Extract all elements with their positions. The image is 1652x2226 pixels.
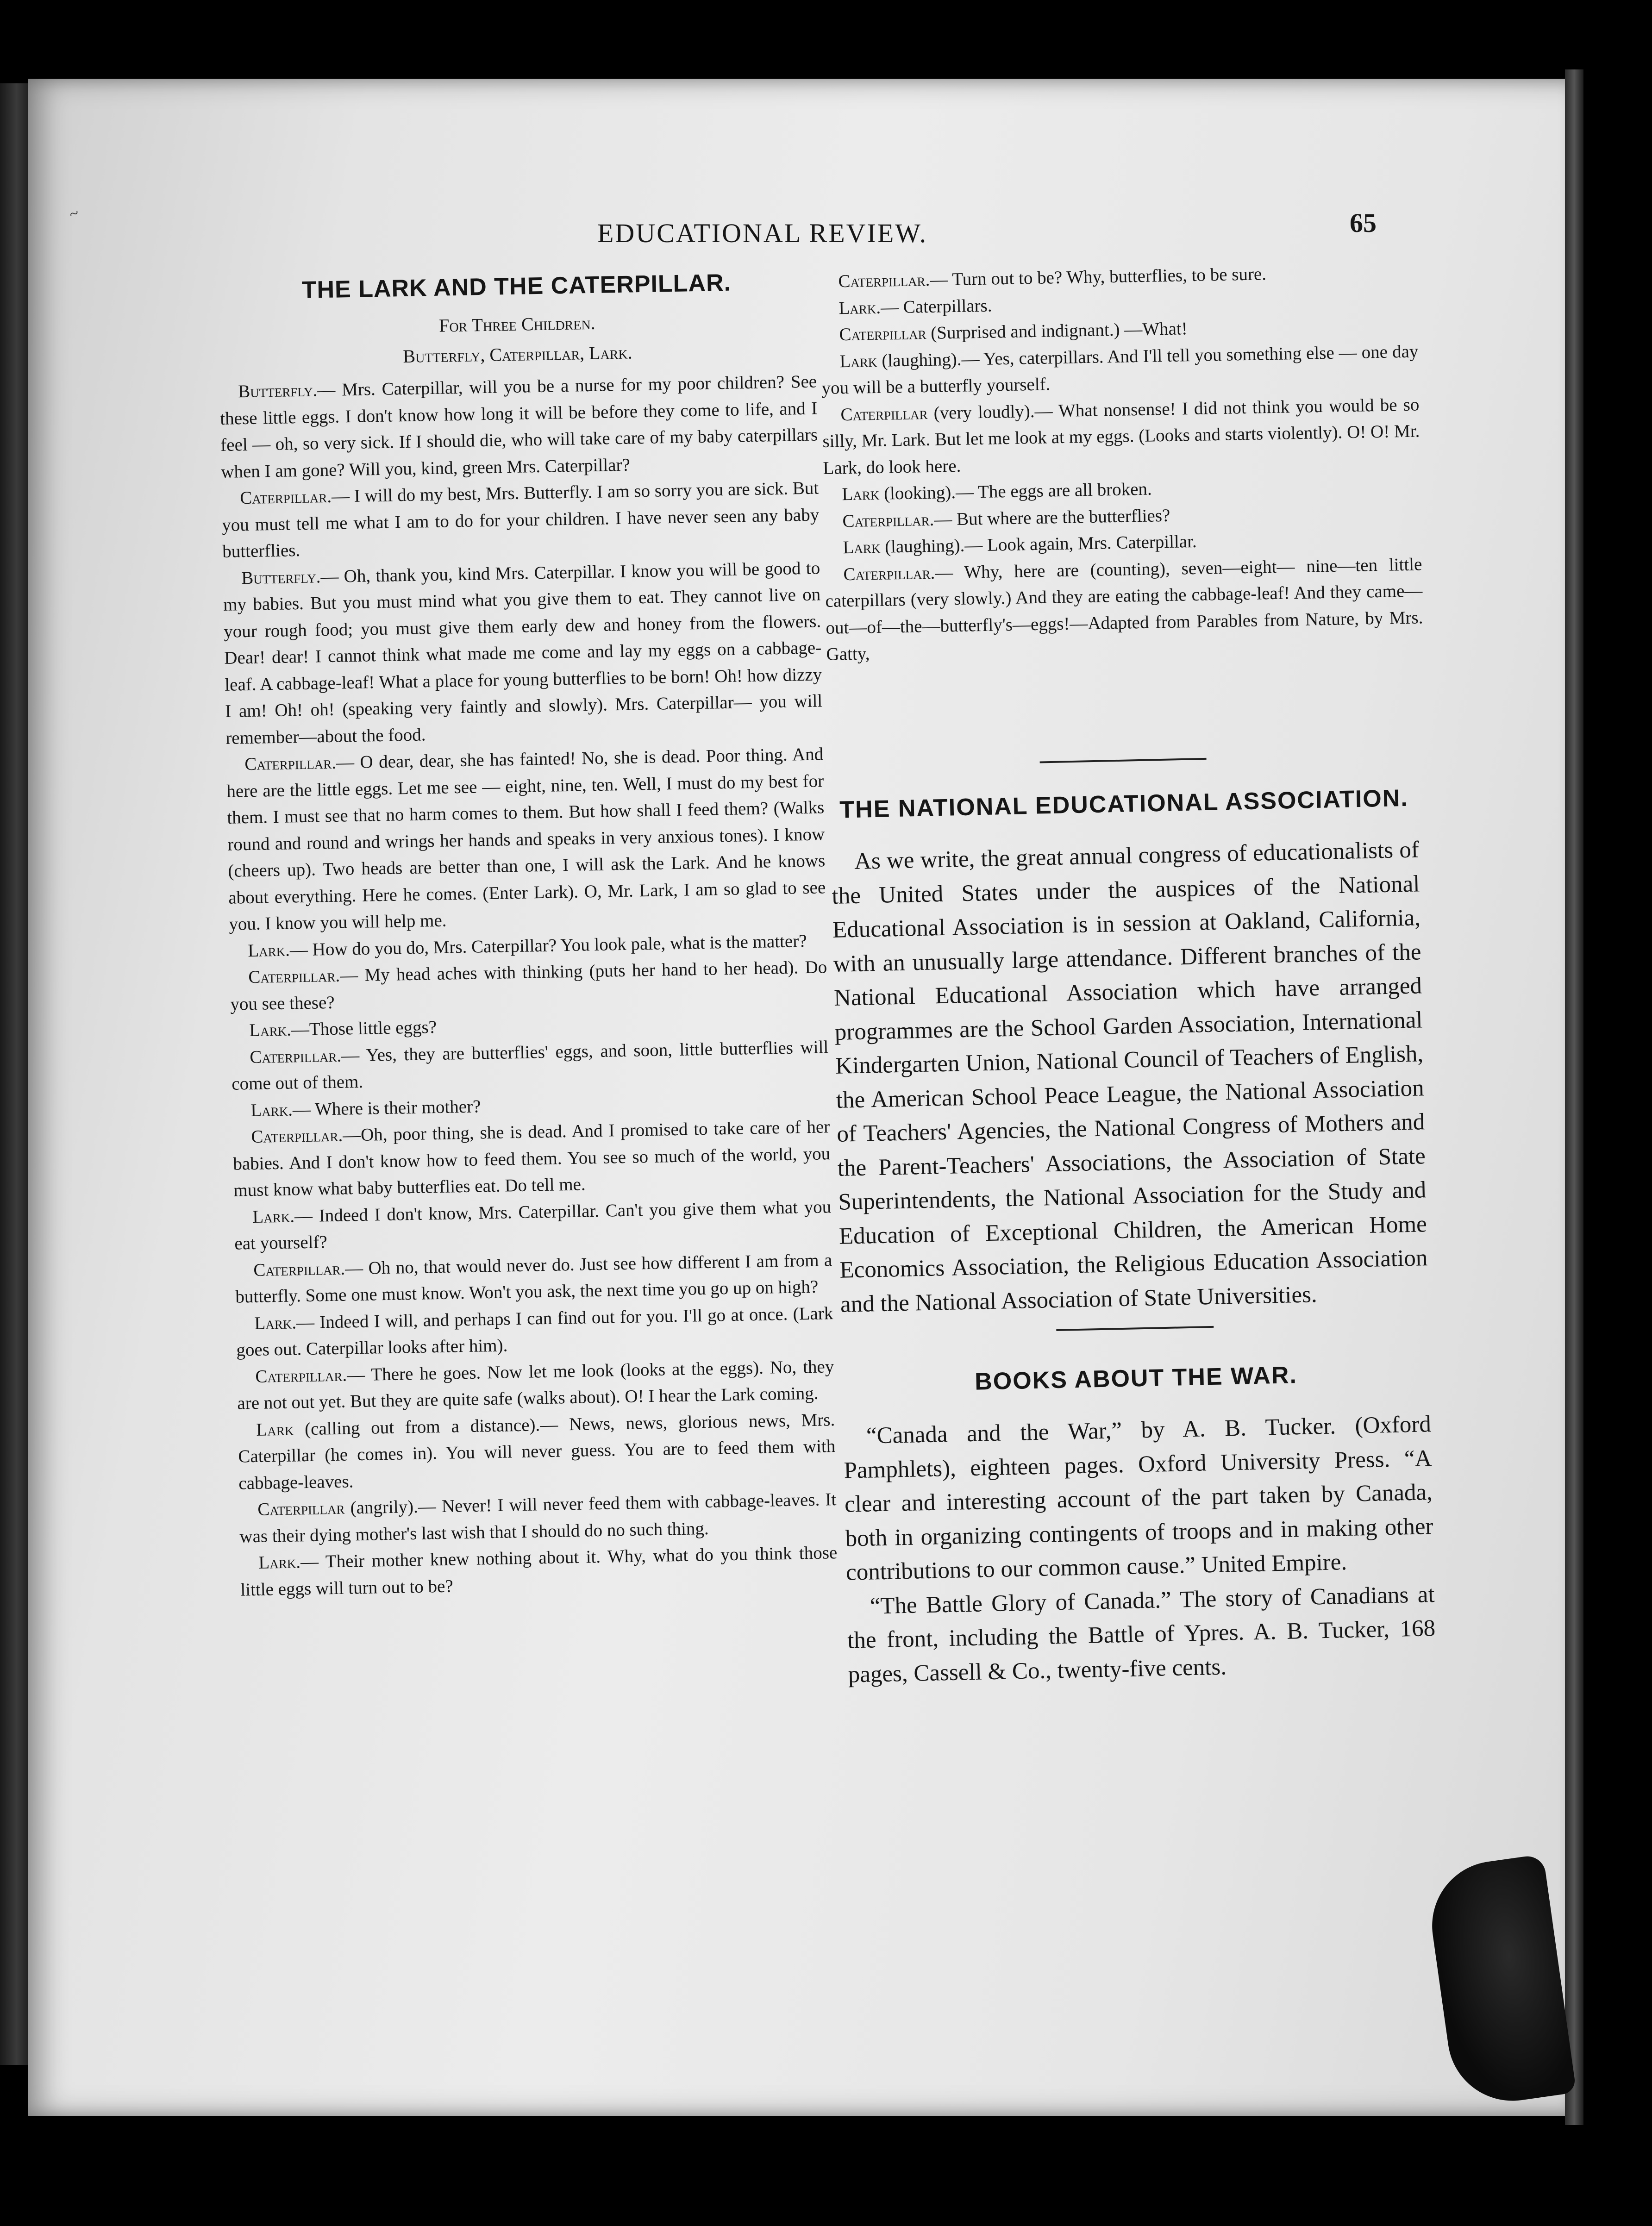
speech-text: Oh, poor thing, she is dead. And I promised to take care of her babies. And I don't know how to feed them. You see so much of the world, you must know what baby butterflies eat. Do tell me.	[233, 1117, 831, 1201]
article-title-lark: THE LARK AND THE CATERPILLAR.	[301, 269, 732, 304]
speaker-name: Caterpillar	[840, 403, 928, 425]
speech-text: Oh no, that would never do. Just see how different I am from a butterfly. Some one must know. Won't you ask, the next time you go up on high?	[235, 1250, 832, 1307]
speaker-name: Lark.—	[839, 297, 899, 318]
speaker-name: Lark	[842, 483, 880, 505]
speech-text: Yes, they are butterflies' eggs, and soon, little butterflies will come out of them.	[232, 1037, 829, 1094]
speaker-name: Caterpillar	[839, 323, 926, 345]
dialogue-line	[236, 1300, 834, 1363]
speaker-name: Lark	[839, 350, 877, 371]
speech-text: (laughing).— Look again, Mrs. Caterpillar.	[880, 531, 1197, 557]
left-column	[218, 267, 838, 1603]
pencil-mark: ~	[66, 203, 81, 224]
dialogue-line	[821, 338, 1419, 401]
speech-text: O dear, dear, she has fainted! No, she is dead. Poor thing. And here are the little eggs. Let me see — eight, nine, ten. Well, I must do my best for them. I must see that no harm comes to them. But how shall I feed them? (Walks round and round and wrings her hands and speaks in very anxious tones). I know (cheers up). Two heads are better than one, I will ask the Lark. And he knows about everything. Here he comes. (Enter Lark). O, Mr. Lark, I am so glad to see you. I know you will help me.	[226, 744, 826, 934]
speech-text: But where are the butterflies?	[951, 505, 1170, 529]
dialogue-right	[820, 258, 1424, 668]
speech-text: My head aches with thinking (puts her hand to her head). Do you see these?	[230, 957, 827, 1014]
book-edge-right	[1565, 69, 1583, 2125]
speech-text: I will do my best, Mrs. Butterfly. I am so sorry you are sick. But you must tell me what I am to do for your children. I have never seen any baby butterflies.	[221, 478, 820, 562]
article-title-books: BOOKS ABOUT THE WAR.	[974, 1362, 1298, 1395]
dialogue-line	[221, 475, 820, 565]
speech-text: (Surprised and indignant.) —What!	[926, 319, 1188, 343]
dialogue-line	[232, 1113, 831, 1204]
speaker-name: Lark	[843, 537, 881, 558]
speaker-name: Lark.—	[252, 1206, 313, 1227]
article-subtitle: For Three Children.	[438, 312, 595, 336]
speaker-name: Lark.—	[250, 1099, 311, 1120]
speaker-name: Lark	[256, 1419, 294, 1440]
speech-text: Indeed I will, and perhaps I can find out for you. I'll go at once. (Lark goes out. Caterpillar looks after him).	[236, 1303, 833, 1360]
dialogue-line	[223, 555, 823, 751]
nea-body	[831, 833, 1428, 1321]
page-number: 65	[1350, 208, 1377, 238]
books-paragraph: “Canada and the War,” by A. B. Tucker. (Oxford Pamphlets), eighteen pages. Oxford University Press. “A clear and interesting account of the part taken by Canada, both in organizing contingents of troops and in making other contributions to our common cause.” United Empire.	[844, 1411, 1433, 1586]
speaker-name: Caterpillar.—	[250, 1045, 360, 1067]
running-head: EDUCATIONAL REVIEW.	[597, 218, 928, 248]
books-paragraph: “The Battle Glory of Canada.” The story of Canadians at the front, including the Battle of Ypres. A. B. Tucker, 168 pages, Cassell & Co., twenty-five cents.	[847, 1581, 1436, 1688]
speaker-name: Caterpillar.—	[244, 752, 355, 775]
speaker-name: Caterpillar.—	[838, 269, 948, 292]
dialogue-line	[825, 551, 1424, 668]
speaker-name: Caterpillar.—	[239, 486, 350, 508]
speech-text: Their mother knew nothing about it. Why, what do you think those little eggs will turn out to be?	[240, 1543, 838, 1600]
speaker-name: Caterpillar.—	[842, 509, 952, 531]
speech-text: There he goes. Now let me look (looks at the eggs). No, they are not out yet. But they are quite safe (walks about). O! I hear the Lark coming.	[237, 1356, 834, 1413]
dialogue-left	[219, 368, 838, 1603]
book-spine-left	[0, 83, 28, 2065]
speaker-name: Caterpillar.—	[843, 562, 953, 584]
speech-text: (very loudly).— What nonsense! I did not think you would be so silly, Mr. Lark. But let me look at my eggs. (Looks and starts violently). O! O! Mr. Lark, do look here.	[822, 394, 1420, 478]
speech-text: Turn out to be? Why, butterflies, to be sure.	[947, 264, 1267, 290]
speaker-name: Caterpillar.—	[251, 1125, 361, 1147]
dialogue-line	[226, 741, 826, 938]
character-list: Butterfly, Caterpillar, Lark.	[403, 342, 632, 367]
speaker-name: Caterpillar.—	[248, 965, 358, 988]
speaker-name: Caterpillar.—	[255, 1364, 365, 1387]
speaker-name: Caterpillar.—	[253, 1258, 363, 1280]
nea-paragraph: As we write, the great annual congress of educationalists of the United States under the auspices of the National Educational Association is in session at Oakland, California, with an unusually large attendance. Different branches of the National Educational Association which have arranged programmes are the School Garden Association, International Kindergarten Union, National Council of Teachers of English, the American School Peace League, the National Association of Teachers' Agencies, the National Congress of Mothers and the Parent-Teachers' Associations, the Association of State Superintendents, the National Association for the Study and Education of Exceptional Children, the American Home Economics Association, the Religious Education Association and the National Association of State Universities.	[832, 837, 1428, 1318]
speech-text: —Those little eggs?	[291, 1017, 437, 1040]
speech-text: (laughing).— Yes, caterpillars. And I'll tell you something else — one day you will be a butterfly yourself.	[821, 341, 1419, 398]
speaker-name: Caterpillar	[257, 1498, 345, 1519]
speech-text: (angrily).— Never! I will never feed them with cabbage-leaves. It was their dying mother's last wish that I should do no such thing.	[239, 1489, 837, 1547]
speech-text: How do you do, Mrs. Caterpillar? You look pale, what is the matter?	[307, 931, 807, 960]
dialogue-line	[234, 1194, 832, 1257]
right-column-top	[820, 258, 1424, 668]
speech-text: Caterpillars.	[898, 295, 992, 317]
speaker-name: Butterfly.—	[238, 380, 336, 402]
speech-text: Indeed I don't know, Mrs. Caterpillar. Can't you give them what you eat yourself?	[234, 1196, 832, 1254]
speech-text: (looking).— The eggs are all broken.	[879, 479, 1152, 504]
dialogue-line	[231, 1034, 829, 1097]
article-title-nea: THE NATIONAL EDUCATIONAL ASSOCIATION.	[839, 784, 1409, 824]
dialogue-line	[240, 1539, 838, 1603]
section-divider	[1040, 758, 1207, 763]
speaker-name: Lark.—	[247, 939, 308, 961]
speech-text: Oh, thank you, kind Mrs. Caterpillar. I know you will be good to my babies. But you must mind what you give them to eat. They cannot live on your rough food; you must give them early dew and honey from the flowers. Dear! dear! I cannot think what made me come and lay my eggs on a cabbage-leaf. A cabbage-leaf! What a place for young butterflies to be born! Oh! how dizzy I am! Oh! oh! (speaking very faintly and slowly). Mrs. Caterpillar— you will remember—about the food.	[223, 557, 823, 748]
speech-text: Mrs. Caterpillar, will you be a nurse for my poor children? See these little eggs. I don't know how long it will be before they come to life, and I feel — oh, so very sick. If I should die, who will take care of my baby caterpillars when I am gone? Will you, kind, green Mrs. Caterpillar?	[219, 371, 818, 482]
dialogue-line	[235, 1247, 833, 1310]
speaker-name: Butterfly.—	[241, 566, 339, 588]
dialogue-line	[219, 368, 819, 485]
dialogue-line	[822, 391, 1420, 481]
speech-text: Why, here are (counting), seven—eight— nine—ten little caterpillars (very slowly.) And they are eating the cabbage-leaf! And they came—out—of—the—butterfly's—eggs!—Adapted from Parables from Nature, by Mrs. Gatty,	[825, 554, 1423, 664]
speaker-name: Lark.—	[254, 1312, 315, 1333]
speaker-name: Lark.	[249, 1019, 292, 1041]
speech-text: (calling out from a distance).— News, news, glorious news, Mrs. Caterpillar (he comes in). You will never guess. You are to feed them with cabbage-leaves.	[238, 1409, 836, 1494]
dialogue-line	[239, 1486, 837, 1550]
right-column-lower	[829, 738, 1436, 1692]
dialogue-line	[238, 1407, 836, 1497]
dialogue-line	[230, 954, 828, 1017]
speaker-name: Lark.—	[258, 1551, 319, 1573]
dialogue-line	[237, 1353, 835, 1417]
section-divider	[1056, 1326, 1214, 1331]
books-body	[843, 1407, 1436, 1692]
speech-text: Where is their mother?	[310, 1096, 481, 1119]
